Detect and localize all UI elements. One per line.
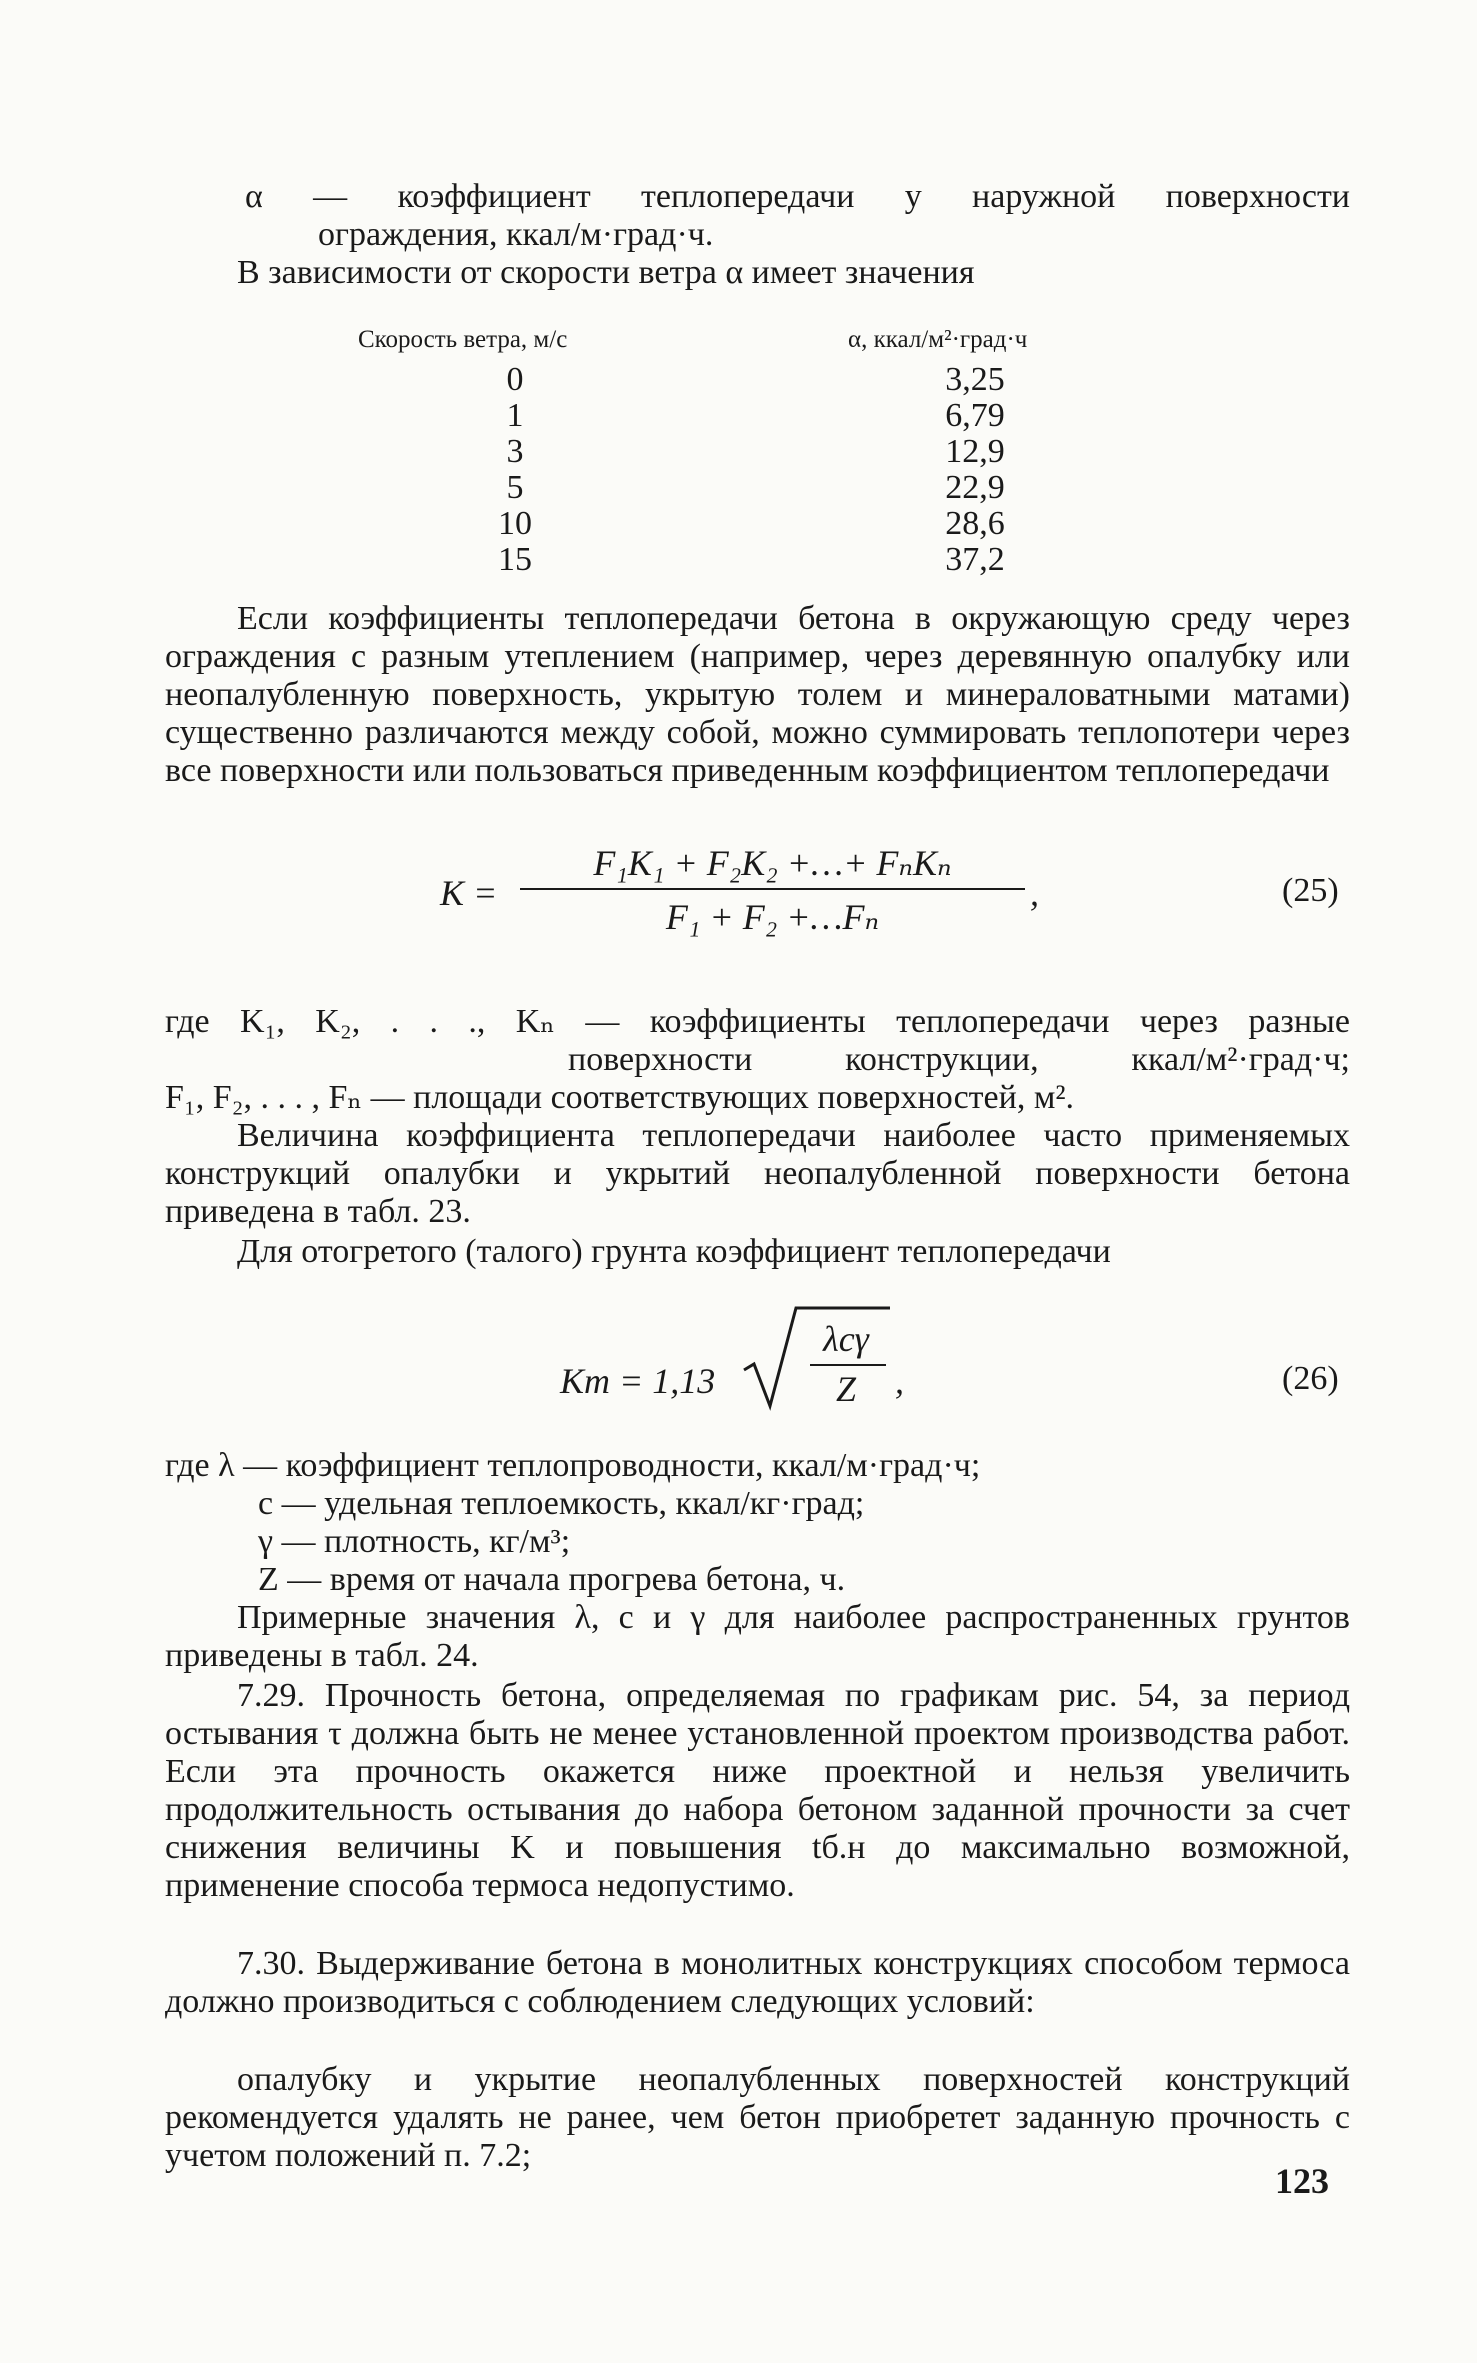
where-z: Z — время от начала прогрева бетона, ч. — [258, 1561, 846, 1598]
table-cell-speed: 5 — [506, 469, 524, 506]
formula-26-fraction-bar — [810, 1364, 886, 1366]
formula-26-numerator: λсγ — [823, 1319, 869, 1359]
table-cell-alpha: 3,25 — [945, 361, 1005, 398]
table-column-alpha — [905, 362, 1045, 578]
paragraph-7-30: 7.30. Выдерживание бетона в монолитных конструкциях способом термоса должно производиться с соблюдением следующих условий: — [165, 1945, 1350, 2020]
formula-26-lhs: Kт = 1,13 — [560, 1361, 716, 1401]
paragraph-heat-transfer: Если коэффициенты теплопередачи бетона в окружающую среду через ограждения с разным утеплением (например, через деревянную опалубку или неопалубленную поверхность, укрытую толем и минераловатными матами) существенно различаются между собой, можно суммировать теплопотери через все поверхности или пользоваться приведенным коэффициентом теплопередачи — [165, 600, 1350, 789]
table-cell-speed: 1 — [506, 397, 524, 434]
formula-26-denominator: Z — [835, 1369, 857, 1409]
table-cell-speed: 0 — [506, 361, 524, 398]
formula-25-number: (25) — [1282, 872, 1339, 909]
formula-25-numerator: F₁K₁ + F₂K₂ +…+ FₙKₙ — [593, 843, 952, 883]
where-k-line-1: где K₁, K₂, . . ., Kₙ — коэффициенты теплопередачи через разные — [165, 1003, 1350, 1040]
table-header-alpha: α, ккал/м²·град·ч — [848, 326, 1028, 353]
where-c: c — удельная теплоемкость, ккал/кг·град; — [258, 1485, 865, 1522]
paragraph-formwork: опалубку и укрытие неопалубленных поверхностей конструкций рекомендуется удалять не ранее, чем бетон приобретет заданную прочность с учетом положений п. 7.2; — [165, 2061, 1350, 2174]
paragraph-7-29: 7.29. Прочность бетона, определяемая по графикам рис. 54, за период остывания τ должна быть не менее установленной проектом производства работ. Если эта прочность окажется ниже проектной и нельзя увеличить продолжительность остывания до набора бетоном заданной прочности за счет снижения величины K и повышения tб.н до максимально возможной, применение способа термоса недопустимо. — [165, 1677, 1350, 1904]
alpha-definition-line-1: α — коэффициент теплопередачи у наружной поверхности — [245, 178, 1350, 215]
formula-25-lhs: K = — [440, 873, 498, 913]
table-cell-alpha: 28,6 — [945, 505, 1005, 542]
formula-25-fraction-bar — [520, 888, 1025, 890]
where-f-line: F₁, F₂, . . . , Fₙ — площади соответствующих поверхностей, м². — [165, 1079, 1075, 1116]
table-cell-speed: 10 — [498, 505, 532, 542]
table-column-speed — [455, 362, 575, 578]
paragraph-ground: Для отогретого (талого) грунта коэффициент теплопередачи — [237, 1233, 1111, 1270]
paragraph-table-23: Величина коэффициента теплопередачи наиболее часто применяемых конструкций опалубки и укрытий неопалубленной поверхности бетона приведена в табл. 23. — [165, 1117, 1350, 1230]
formula-25-comma: , — [1030, 873, 1039, 913]
where-lambda: где λ — коэффициент теплопроводности, ккал/м·град·ч; — [165, 1447, 981, 1484]
paragraph-table-24: Примерные значения λ, c и γ для наиболее распространенных грунтов приведены в табл. 24. — [165, 1599, 1350, 1674]
table-cell-alpha: 6,79 — [945, 397, 1005, 434]
table-header-speed: Скорость ветра, м/с — [358, 326, 568, 353]
formula-25-denominator: F₁ + F₂ +…Fₙ — [665, 897, 880, 937]
table-cell-alpha: 37,2 — [945, 541, 1005, 578]
table-cell-alpha: 22,9 — [945, 469, 1005, 506]
table-cell-alpha: 12,9 — [945, 433, 1005, 470]
where-k-line-2: поверхности конструкции, ккал/м²·град·ч; — [568, 1041, 1350, 1078]
table-cell-speed: 3 — [506, 433, 524, 470]
where-gamma: γ — плотность, кг/м³; — [258, 1523, 571, 1560]
table-cell-speed: 15 — [498, 541, 532, 578]
formula-26-number: (26) — [1282, 1360, 1339, 1397]
formula-26-comma: , — [895, 1361, 904, 1401]
alpha-definition-line-2: ограждения, ккал/м·град·ч. — [318, 216, 714, 253]
wind-speed-intro: В зависимости от скорости ветра α имеет значения — [237, 254, 975, 291]
page-number: 123 — [1275, 2161, 1329, 2201]
